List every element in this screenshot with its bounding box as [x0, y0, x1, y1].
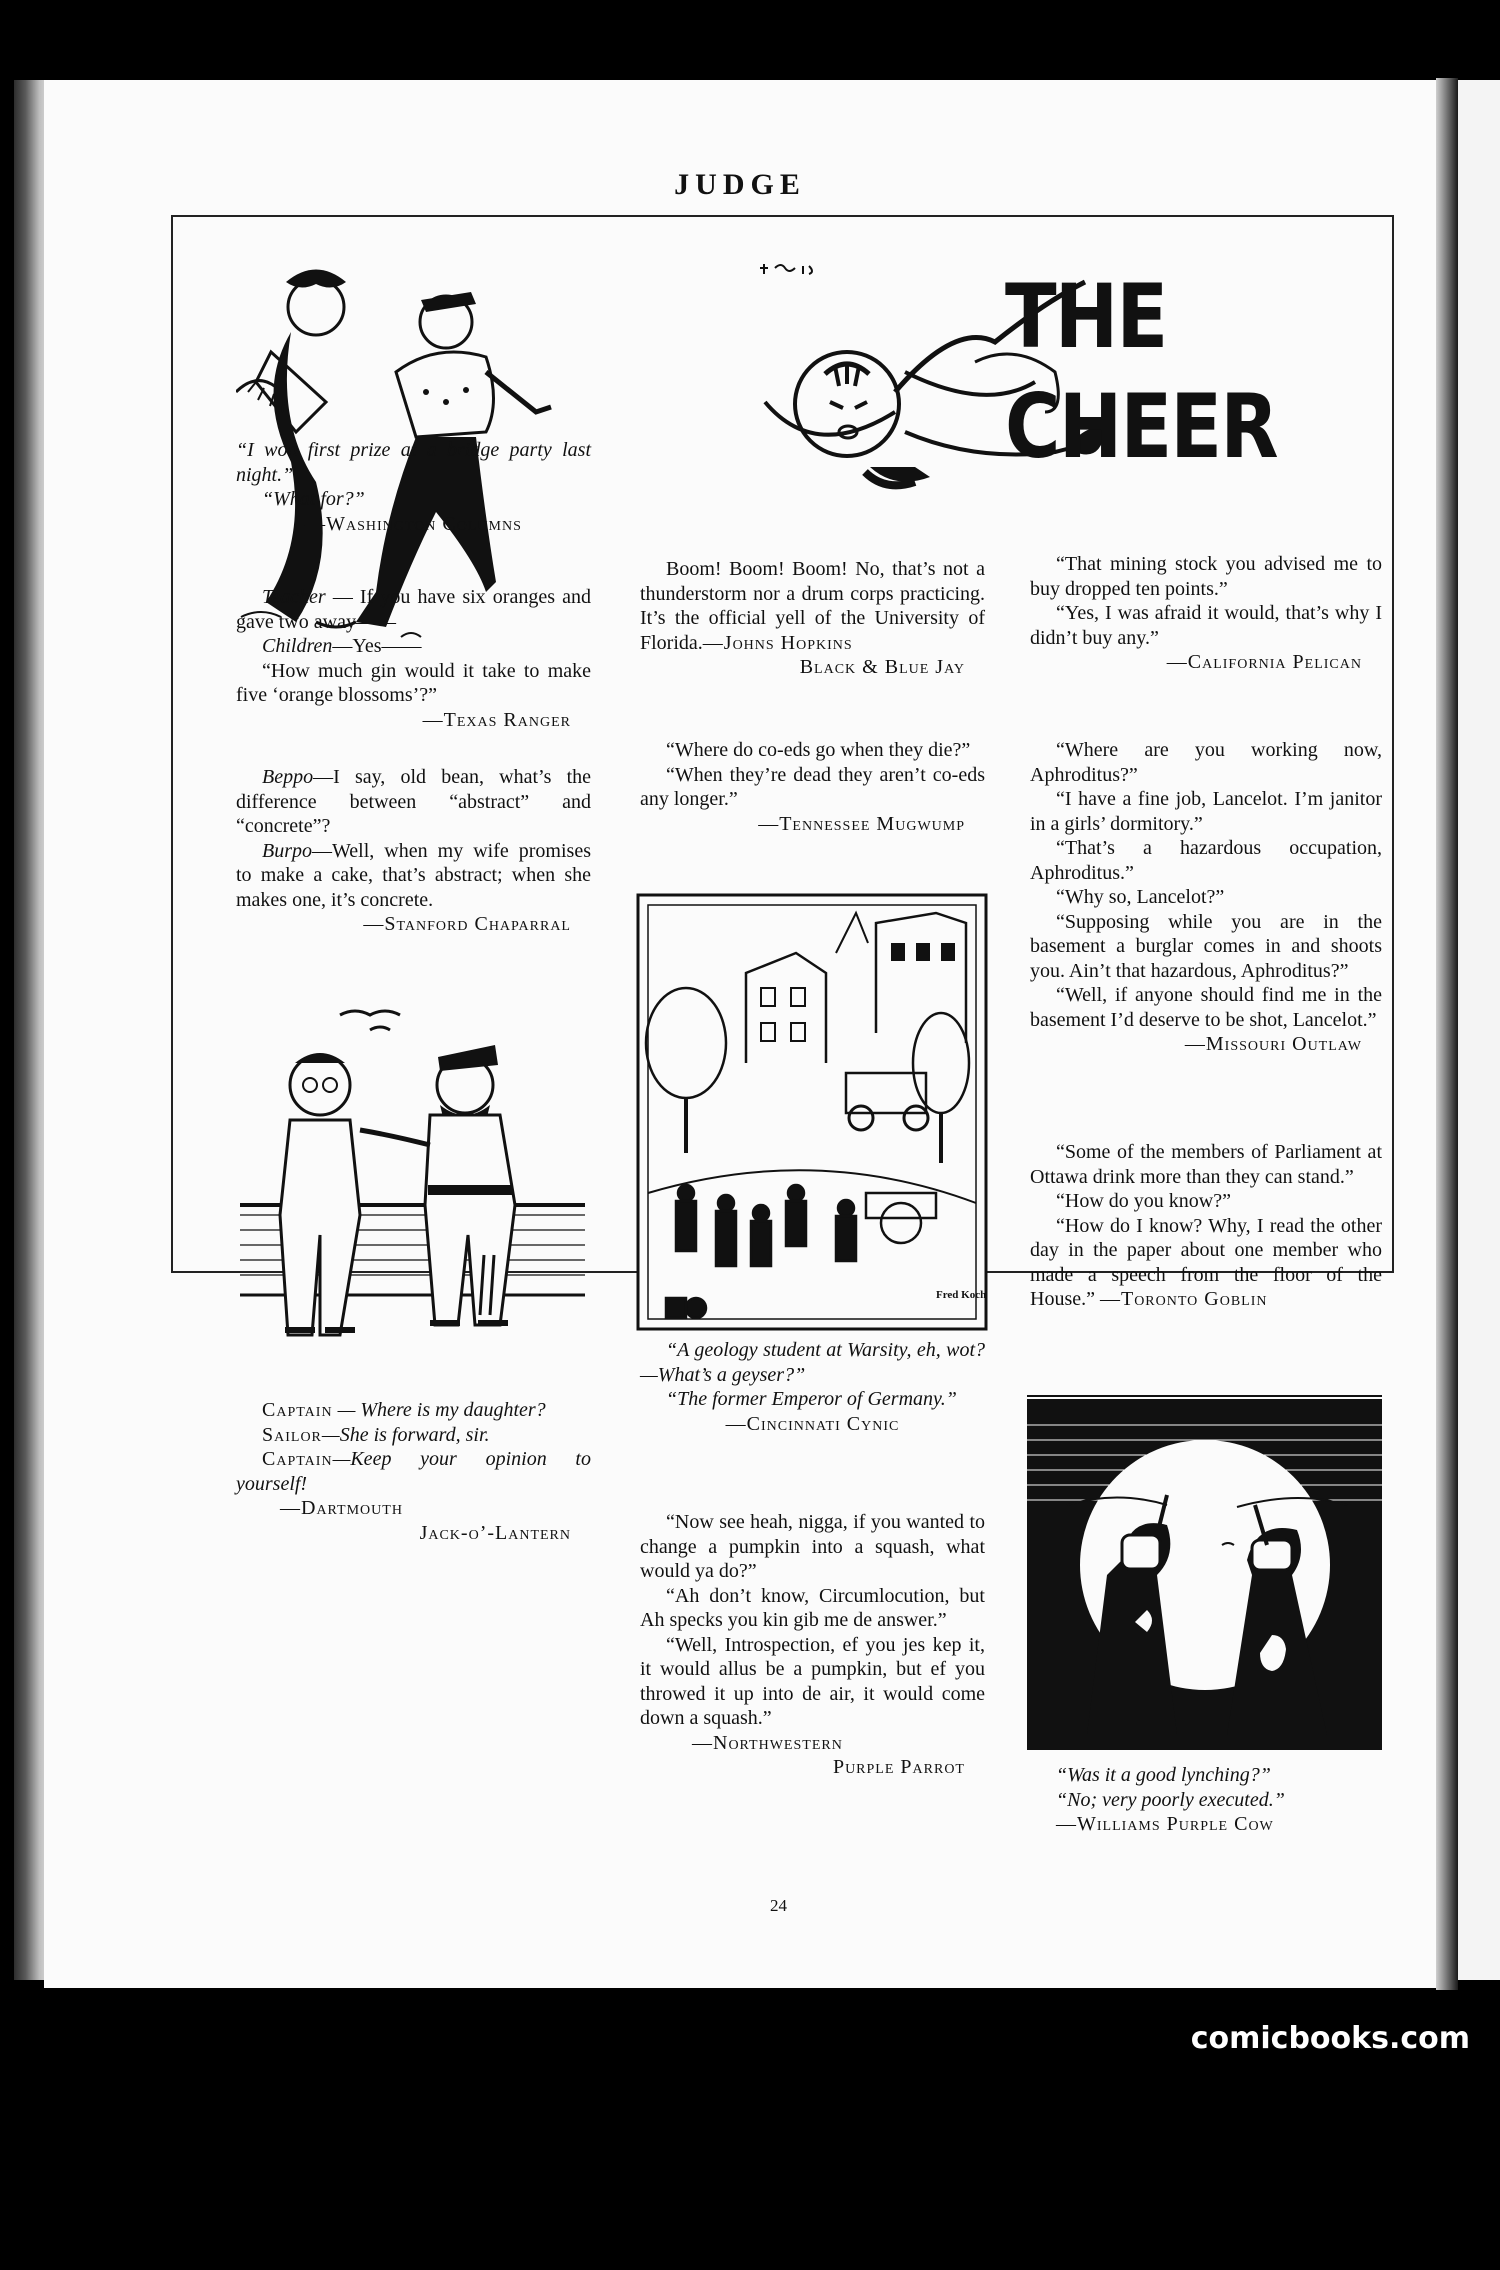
joke-aphroditus-p5: “Supposing while you are in the basement a burglar comes in and shoots you. Ain’t that hazardous, Aphroditus?” — [1030, 910, 1382, 982]
joke-aphroditus-source: —Missouri Outlaw — [1184, 1033, 1362, 1055]
joke-pumpkin-source-1: —Northwestern — [692, 1731, 843, 1754]
joke-geology-answer: “The former Emperor of Germany.” — [666, 1388, 957, 1410]
joke-captain — [236, 1398, 591, 1545]
joke-aphroditus — [1030, 738, 1382, 1057]
joke-parliament-p2: “How do you know?” — [1056, 1190, 1231, 1212]
joke-mining-source: —California Pelican — [1166, 651, 1362, 673]
joke-beppo — [236, 765, 591, 937]
joke-boom — [640, 557, 985, 680]
parliament-source-inline: —Toronto Goblin — [1099, 1288, 1268, 1310]
street-scene-illustration — [636, 893, 988, 1331]
joke-lynching-source: —Williams Purple Cow — [1056, 1813, 1274, 1835]
joke-oranges-source: —Texas Ranger — [422, 708, 571, 731]
joke-lynching-answer: “No; very poorly executed.” — [1056, 1788, 1285, 1811]
teacher-label: Teacher — [262, 586, 326, 608]
boom-source-inline: —Johns Hopkins — [702, 631, 853, 654]
watermark: comicbooks.com — [1190, 2021, 1470, 2056]
joke-geology-source: —Cincinnati Cynic — [725, 1412, 900, 1435]
running-head: JUDGE — [674, 168, 806, 201]
joke-oranges-children — [236, 634, 591, 659]
joke-geology — [640, 1338, 985, 1436]
sailor-text: —She is forward, sir. — [321, 1423, 490, 1446]
joke-lynching-question: “Was it a good lynching?” — [1056, 1764, 1271, 1786]
joke-bridge-line1: “I won first prize at a bridge party last night.” — [236, 439, 591, 486]
joke-mining — [1030, 552, 1382, 675]
parliament-p3-text: “How do I know? Why, I read the other day in the paper about one member who made a speech from the floor of the House.” — [1030, 1214, 1382, 1310]
joke-geology-question: “A geology student at Warsity, eh, wot?—What’s a geyser?” — [640, 1339, 985, 1386]
moon-silhouette-illustration — [1027, 1395, 1382, 1750]
teacher-text: — If you have six oranges and gave two away—— — [236, 586, 591, 633]
joke-aphroditus-p3: “That’s a hazardous occupation, Aphroditus.” — [1030, 837, 1382, 884]
joke-coeds — [640, 738, 985, 836]
joke-oranges-teacher — [236, 585, 591, 634]
joke-coeds-question: “Where do co-eds go when they die?” — [666, 739, 971, 761]
captain-text: — Where is my daughter? — [332, 1399, 546, 1421]
joke-oranges-punch: “How much gin would it take to make five ‘orange blossoms’?” — [236, 659, 591, 706]
joke-coeds-source: —Tennessee Mugwump — [758, 812, 965, 835]
joke-aphroditus-p4: “Why so, Lancelot?” — [1056, 886, 1225, 908]
joke-captain-source-1: —Dartmouth — [280, 1497, 403, 1519]
joke-pumpkin-p2: “Ah don’t know, Circumlocution, but Ah specks you kin gib me de answer.” — [640, 1584, 985, 1631]
joke-pumpkin-source-2: Purple Parrot — [832, 1756, 965, 1778]
joke-parliament-p3 — [1030, 1214, 1382, 1312]
joke-aphroditus-p2: “I have a fine job, Lancelot. I’m janitor in a girls’ dormitory.” — [1030, 788, 1382, 835]
joke-boom-text — [640, 557, 985, 655]
joke-boom-source: Black & Blue Jay — [799, 656, 965, 678]
joke-bridge-line2: “What for?” — [262, 488, 365, 510]
joke-bridge-source: —Washington Columns — [305, 512, 522, 535]
joke-captain-line1 — [236, 1398, 591, 1423]
joke-beppo-answer — [236, 839, 591, 913]
boom-text: Boom! Boom! Boom! No, that’s not a thunderstorm nor a drum corps practicing. It’s the official yell of the University of Florida. — [640, 558, 985, 654]
joke-captain-source-2: Jack-o’-Lantern — [419, 1521, 571, 1544]
joke-parliament-p1: “Some of the members of Parliament at Ottawa drink more than they can stand.” — [1030, 1141, 1382, 1188]
joke-pumpkin — [640, 1510, 985, 1780]
joke-mining-p1: “That mining stock you advised me to buy dropped ten points.” — [1030, 553, 1382, 600]
joke-parliament — [1030, 1140, 1382, 1312]
joke-lynching — [1030, 1763, 1382, 1837]
captain2-text: —Keep your opinion to yourself! — [236, 1448, 591, 1495]
joke-beppo-question — [236, 765, 591, 839]
joke-pumpkin-p1: “Now see heah, nigga, if you wanted to change a pumpkin into a squash, what would ya do?” — [640, 1511, 985, 1582]
joke-aphroditus-p1: “Where are you working now, Aphroditus?” — [1030, 739, 1382, 786]
burpo-text: —Well, when my wife promises to make a cake, that’s abstract; when she makes one, it’s concrete. — [236, 839, 591, 911]
children-label: Children — [262, 635, 333, 657]
cheer-heading: THE CHEER — [1005, 265, 1277, 478]
joke-beppo-source: —Stanford Chaparral — [363, 913, 571, 935]
joke-pumpkin-p3: “Well, Introspection, ef you jes kep it, it would allus be a pumpkin, but ef you throwed it up into de air, it would come down a squash.” — [640, 1633, 985, 1729]
sailor-captain-illustration — [240, 1005, 585, 1350]
captain-label: Captain — [262, 1399, 333, 1421]
children-text: —Yes—— — [332, 635, 422, 657]
burpo-label: Burpo — [262, 839, 312, 862]
joke-coeds-answer: “When they’re dead they aren’t co-eds any longer.” — [640, 763, 985, 810]
joke-captain-line2 — [236, 1423, 591, 1448]
street-scene-signature: Fred Koch — [936, 1289, 987, 1301]
captain2-label: Captain — [262, 1448, 333, 1470]
joke-captain-line3 — [236, 1447, 591, 1496]
joke-bridge — [236, 438, 591, 536]
joke-oranges — [236, 585, 591, 732]
page-number: 24 — [770, 1896, 787, 1915]
joke-aphroditus-p6: “Well, if anyone should find me in the basement I’d deserve to be shot, Lancelot.” — [1030, 984, 1382, 1031]
joke-mining-p2: “Yes, I was afraid it would, that’s why I didn’t buy any.” — [1030, 602, 1382, 649]
sailor-label: Sailor — [262, 1423, 322, 1446]
beppo-text: —I say, old bean, what’s the difference between “abstract” and “concrete”? — [236, 766, 591, 837]
beppo-label: Beppo — [262, 766, 314, 788]
